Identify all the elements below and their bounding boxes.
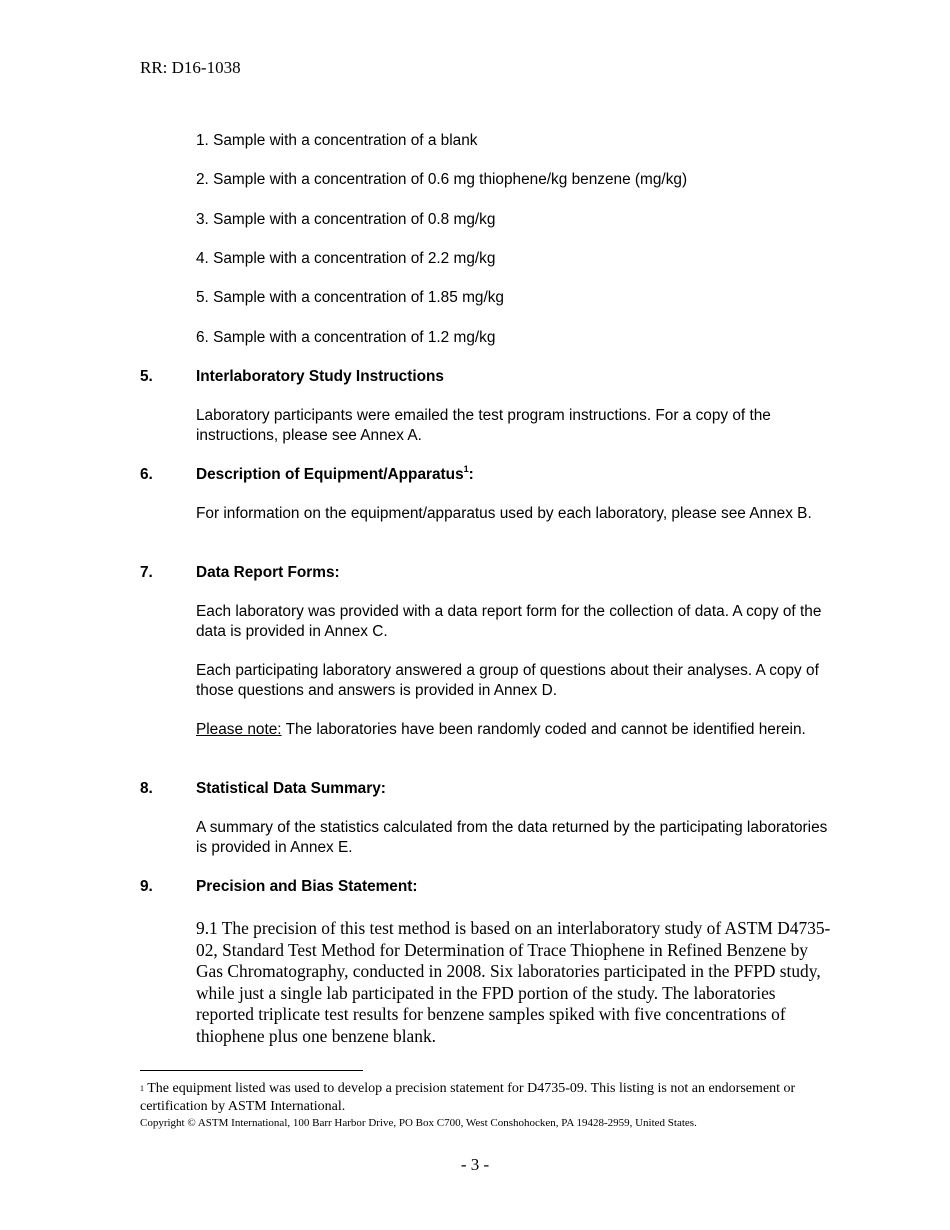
footnote: $^1$ The equipment listed was used to develop a precision statement for D4735-09. This listing is not an endorsement or certification by ASTM International. — [140, 1081, 796, 1114]
section-heading: Statistical Data Summary: — [196, 780, 386, 797]
footnote-reference: 1 — [463, 464, 469, 474]
section-number: 5. — [140, 368, 153, 385]
running-header: RR: D16-1038 — [140, 58, 241, 77]
section-paragraph: Each laboratory was provided with a data report form for the collection of data. A copy of the data is provided in Annex C. — [196, 603, 822, 640]
copyright-notice: Copyright © ASTM International, 100 Barr Harbor Drive, PO Box C700, West Conshohocken, PA 19428-2959, United States. — [140, 1117, 697, 1129]
sample-list-item: 5. Sample with a concentration of 1.85 mg/kg — [196, 289, 504, 306]
sample-list-item: 2. Sample with a concentration of 0.6 mg thiophene/kg benzene (mg/kg) — [196, 171, 688, 188]
section-heading: Precision and Bias Statement: — [196, 878, 418, 895]
footnote-marker: 1 — [140, 1084, 144, 1093]
section-heading: Description of Equipment/Apparatus$^1$: — [196, 464, 474, 483]
precision-paragraph: 9.1 The precision of this test method is based on an interlaboratory study of ASTM D4735-02, Standard Test Method for Determination of Trace Thiophene in Refined Benzene by Gas Chromatography, conducted in 2008. Six laboratories participated in the PFPD study, while just a single lab participated in the FPD portion of the study. The laboratories reported triplicate test results for benzene samples spiked with five concentrations of thiophene plus one benzene blank. — [196, 918, 831, 1046]
section-paragraph: Laboratory participants were emailed the test program instructions. For a copy of the instructions, please see Annex A. — [196, 407, 771, 444]
section-number: 9. — [140, 878, 153, 895]
section-number: 8. — [140, 780, 153, 797]
sample-list-item: 3. Sample with a concentration of 0.8 mg/kg — [196, 211, 496, 228]
section-number: 6. — [140, 466, 153, 483]
page-number: - 3 - — [460, 1155, 490, 1174]
section-paragraph: A summary of the statistics calculated from the data returned by the participating laboratories is provided in Annex E. — [196, 819, 828, 856]
section-paragraph: Each participating laboratory answered a group of questions about their analyses. A copy of those questions and answers is provided in Annex D. — [196, 662, 819, 699]
footnote-separator — [140, 1070, 363, 1071]
sample-list-item: 4. Sample with a concentration of 2.2 mg/kg — [196, 250, 496, 267]
section-heading: Interlaboratory Study Instructions — [196, 368, 444, 385]
please-note-paragraph: Please note: The laboratories have been randomly coded and cannot be identified herein. — [196, 721, 806, 738]
section-paragraph: For information on the equipment/apparatus used by each laboratory, please see Annex B. — [196, 505, 812, 522]
please-note-label: Please note: — [196, 721, 282, 738]
sample-list-item: 1. Sample with a concentration of a blank — [196, 132, 478, 149]
section-number: 7. — [140, 564, 153, 581]
section-heading: Data Report Forms: — [196, 564, 340, 581]
sample-list-item: 6. Sample with a concentration of 1.2 mg/kg — [196, 329, 496, 346]
